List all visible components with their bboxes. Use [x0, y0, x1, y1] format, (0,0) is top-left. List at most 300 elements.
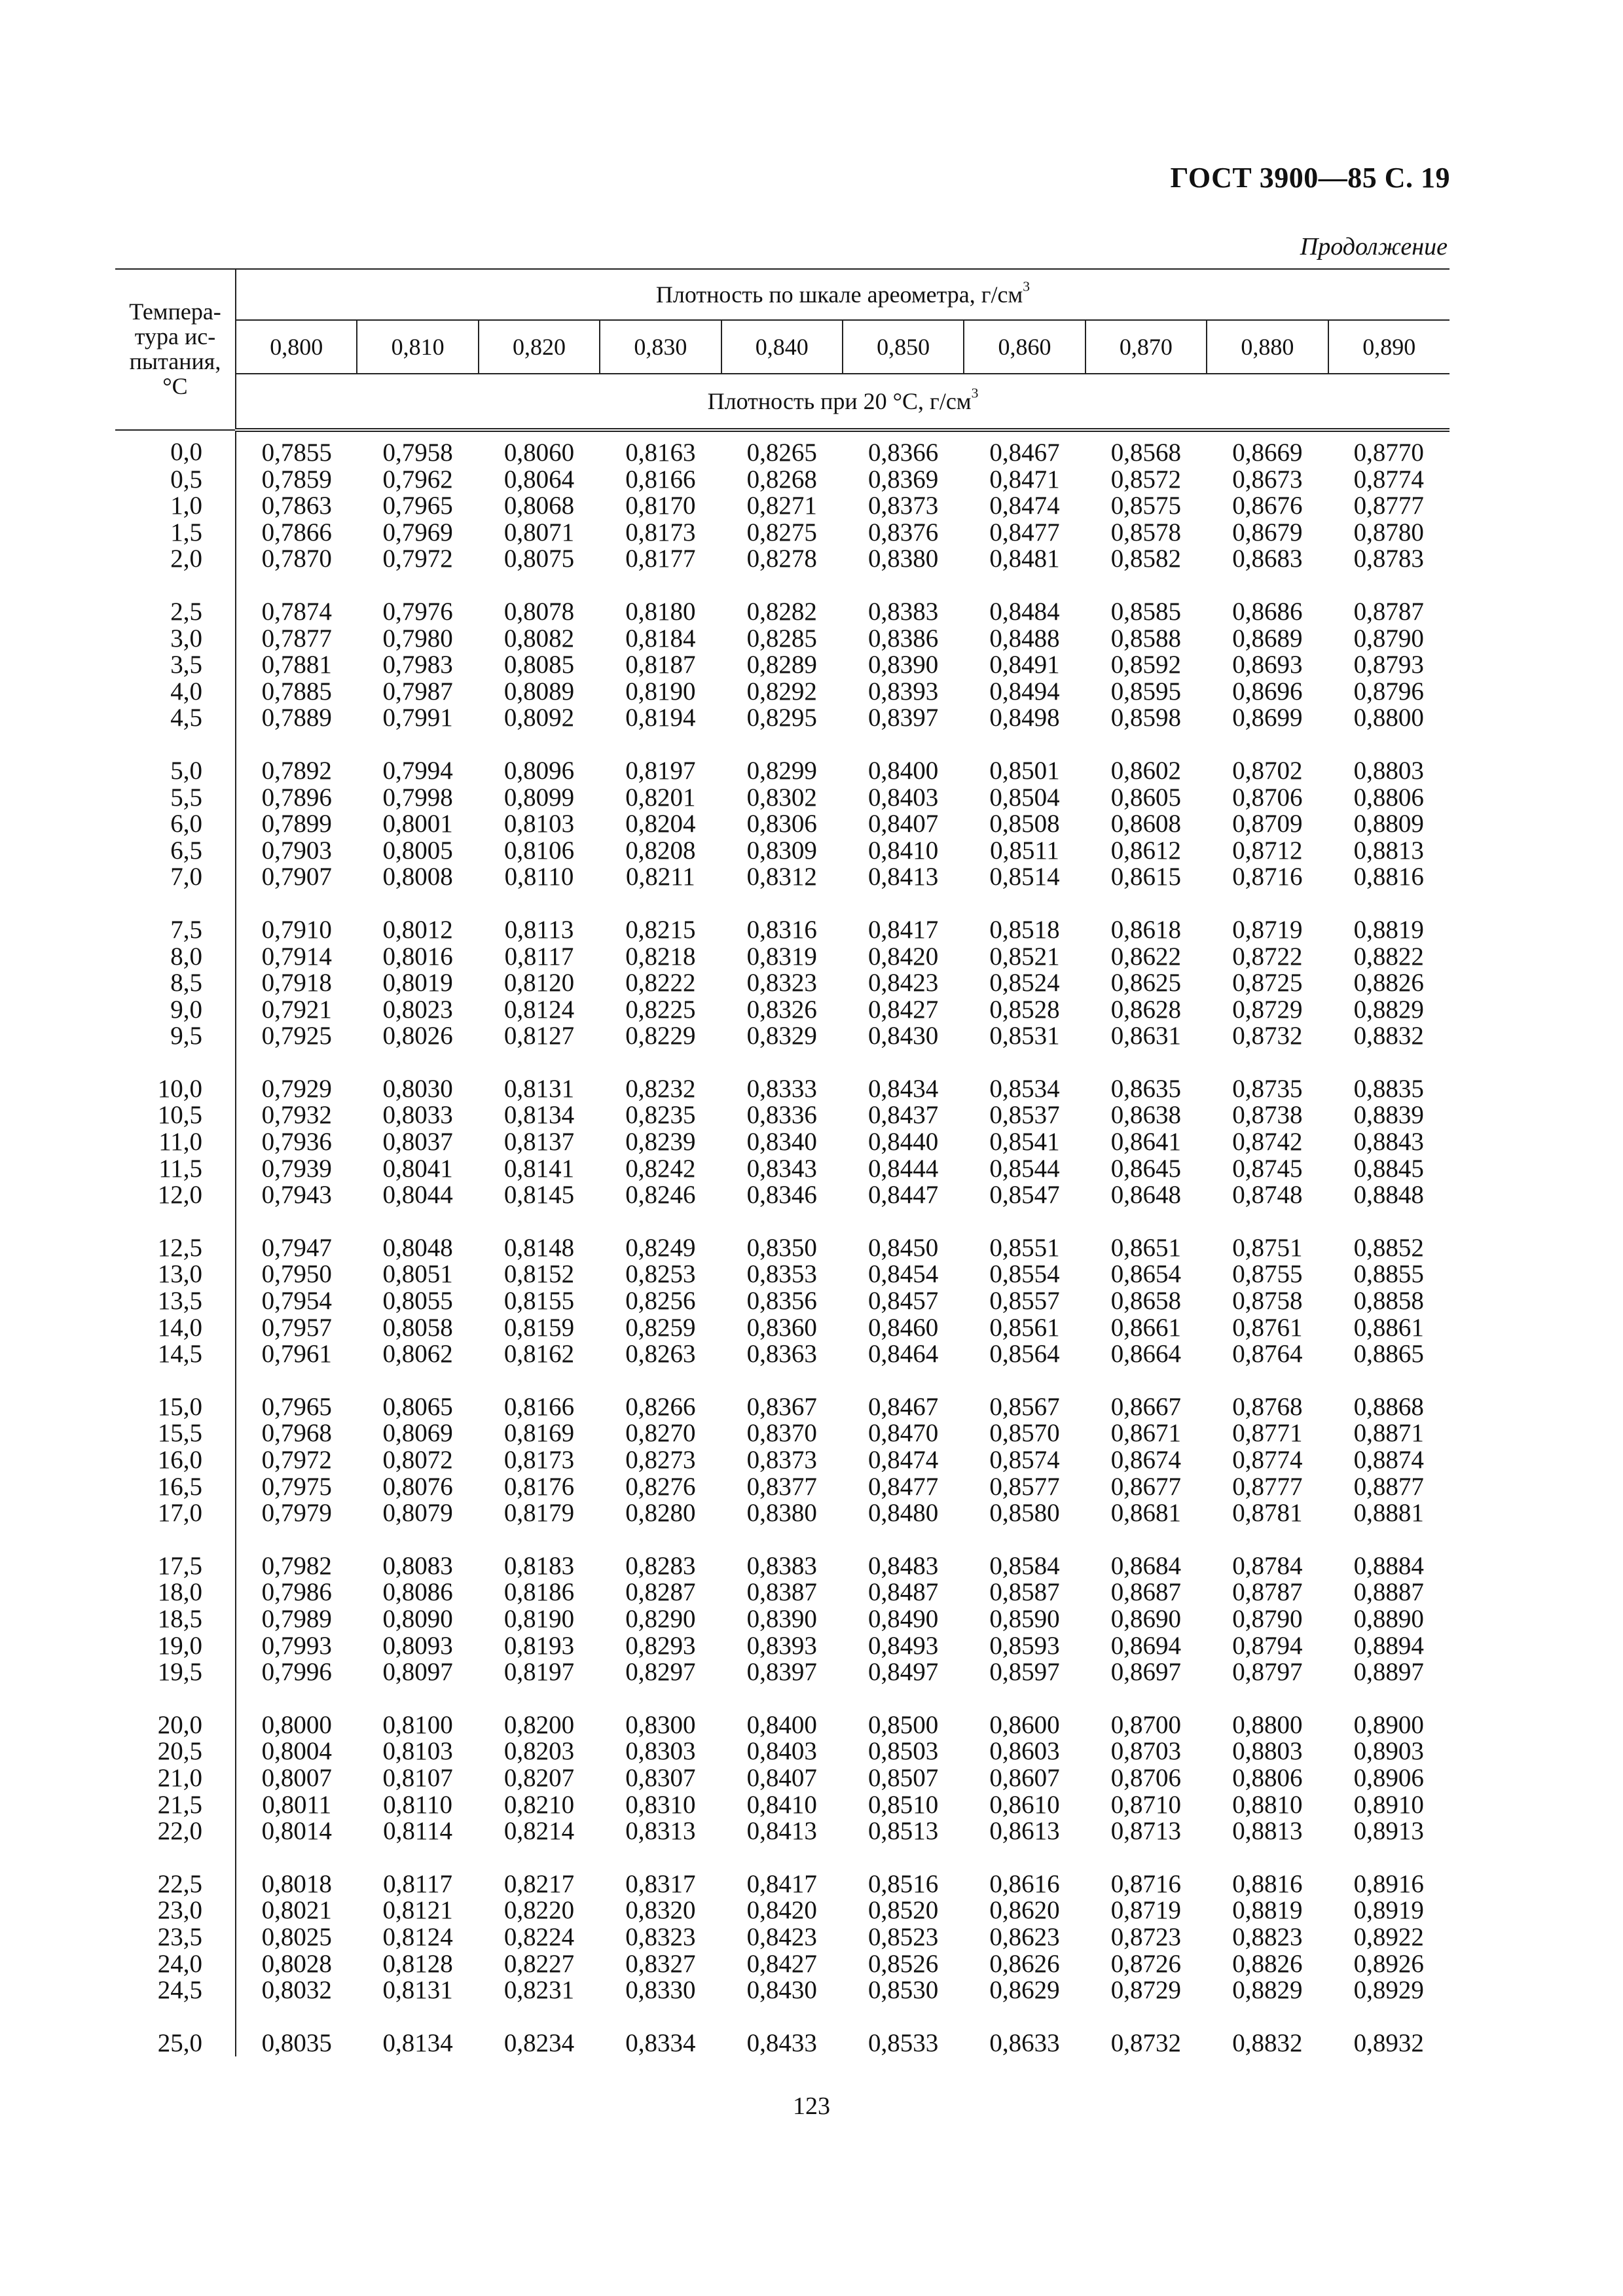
density-cell: 0,8511	[990, 836, 1059, 865]
density-cell: 0,7914	[261, 942, 332, 971]
scale-column-header: 0,850	[843, 320, 964, 374]
density-cell: 0,8207	[503, 1763, 575, 1792]
temperature-cell: 19,0	[115, 1633, 236, 1660]
table-row	[115, 679, 1450, 706]
density-cell: 0,8613	[989, 1817, 1060, 1846]
density-cell: 0,8312	[746, 863, 817, 891]
density-cell: 0,8577	[989, 1472, 1060, 1501]
density-cell: 0,8278	[746, 545, 817, 573]
density-cell: 0,8407	[746, 1763, 817, 1792]
density-cell: 0,8504	[989, 783, 1060, 812]
density-cell: 0,8028	[261, 1949, 332, 1978]
group-spacer	[115, 1845, 1450, 1871]
density-cell: 0,8654	[1110, 1260, 1182, 1289]
density-cell: 0,8607	[989, 1763, 1060, 1792]
temperature-cell: 15,5	[115, 1420, 236, 1447]
table-row	[115, 1235, 1450, 1262]
density-cell: 0,8336	[746, 1101, 817, 1130]
temperature-cell: 13,0	[115, 1261, 236, 1288]
density-cell: 0,8079	[382, 1499, 453, 1528]
density-cell: 0,8861	[1353, 1313, 1424, 1342]
density-cell: 0,8681	[1110, 1499, 1182, 1528]
table-body	[115, 430, 1450, 2056]
density-cell: 0,8030	[382, 1074, 453, 1103]
density-cell: 0,8263	[625, 1340, 696, 1369]
density-cell: 0,8725	[1232, 969, 1303, 997]
density-cell: 0,8032	[261, 1976, 332, 2005]
density-cell: 0,8276	[625, 1472, 696, 1501]
density-cell: 0,8353	[746, 1260, 817, 1289]
density-cell: 0,8781	[1232, 1499, 1303, 1528]
density-cell: 0,8803	[1353, 756, 1424, 785]
density-cell: 0,8464	[868, 1340, 939, 1369]
density-cell: 0,8470	[868, 1419, 939, 1448]
density-cell: 0,8323	[625, 1922, 696, 1951]
density-cell: 0,8700	[1110, 1710, 1182, 1739]
density-cell: 0,8310	[625, 1790, 696, 1819]
density-cell: 0,7989	[261, 1604, 332, 1633]
density-cell: 0,8110	[383, 1790, 452, 1819]
density-cell: 0,8173	[625, 518, 696, 547]
density-cell: 0,8919	[1353, 1896, 1424, 1925]
density-cell: 0,8813	[1232, 1817, 1303, 1846]
density-cell: 0,7929	[261, 1074, 332, 1103]
table-row	[115, 1394, 1450, 1421]
density-cell: 0,8803	[1232, 1737, 1303, 1766]
temperature-cell: 9,0	[115, 997, 236, 1024]
table-row	[115, 626, 1450, 653]
temperature-cell: 11,0	[115, 1129, 236, 1156]
table-row	[115, 493, 1450, 520]
density-cell: 0,8620	[989, 1896, 1060, 1925]
density-cell: 0,8083	[382, 1551, 453, 1580]
density-cell: 0,8477	[989, 518, 1060, 547]
density-cell: 0,8387	[746, 1578, 817, 1607]
density-cell: 0,7961	[261, 1340, 332, 1369]
density-cell: 0,8380	[746, 1499, 817, 1528]
density-cell: 0,8702	[1232, 756, 1303, 785]
table-row	[115, 1924, 1450, 1951]
density-cell: 0,8635	[1110, 1074, 1182, 1103]
density-cell: 0,8761	[1232, 1313, 1303, 1342]
density-cell: 0,8881	[1353, 1499, 1424, 1528]
density-cell: 0,8722	[1232, 942, 1303, 971]
scale-column-header: 0,810	[357, 320, 478, 374]
density-cell: 0,8253	[625, 1260, 696, 1289]
density-cell: 0,8544	[989, 1154, 1060, 1183]
scale-column-header: 0,870	[1085, 320, 1207, 374]
density-cell: 0,8693	[1232, 651, 1303, 679]
density-cell: 0,8832	[1353, 1022, 1424, 1050]
density-cell: 0,7939	[261, 1154, 332, 1183]
density-cell: 0,8887	[1353, 1578, 1424, 1607]
density-cell: 0,8823	[1232, 1922, 1303, 1951]
density-cell: 0,8491	[989, 651, 1060, 679]
density-cell: 0,8376	[868, 518, 939, 547]
density-cell: 0,8516	[868, 1869, 939, 1898]
density-cell: 0,8190	[503, 1604, 575, 1633]
density-cell: 0,8268	[746, 465, 817, 493]
density-cell: 0,8117	[504, 942, 574, 971]
temperature-column-header: Темпера-тура ис-пытания, °С	[115, 269, 236, 430]
group-spacer	[115, 1686, 1450, 1712]
table-row	[115, 1288, 1450, 1315]
density-cell: 0,8427	[746, 1949, 817, 1978]
density-cell: 0,8293	[625, 1631, 696, 1660]
density-cell: 0,8035	[261, 2028, 332, 2057]
density-cell: 0,8197	[625, 756, 696, 785]
density-cell: 0,8117	[383, 1869, 452, 1898]
density-cell: 0,7986	[261, 1578, 332, 1607]
density-cell: 0,8018	[261, 1869, 332, 1898]
density-cell: 0,8638	[1110, 1101, 1182, 1130]
density-cell: 0,7965	[261, 1392, 332, 1421]
density-cell: 0,8813	[1353, 836, 1424, 865]
density-cell: 0,8913	[1353, 1817, 1424, 1846]
density-20c-header-text: Плотность при 20 °С, г/см	[707, 388, 972, 414]
density-cell: 0,7962	[382, 465, 453, 493]
density-cell: 0,8393	[746, 1631, 817, 1660]
density-cell: 0,8826	[1353, 969, 1424, 997]
density-cell: 0,8085	[503, 651, 575, 679]
density-cell: 0,8400	[746, 1710, 817, 1739]
density-cell: 0,8574	[989, 1446, 1060, 1474]
density-cell: 0,8868	[1353, 1392, 1424, 1421]
density-cell: 0,8214	[503, 1817, 575, 1846]
table-row	[115, 1951, 1450, 1978]
density-20c-header	[236, 374, 1450, 430]
density-cell: 0,7866	[261, 518, 332, 547]
density-cell: 0,8340	[746, 1128, 817, 1157]
density-cell: 0,8829	[1232, 1976, 1303, 2005]
density-cell: 0,8816	[1232, 1869, 1303, 1898]
density-cell: 0,8784	[1232, 1551, 1303, 1580]
density-cell: 0,8300	[625, 1710, 696, 1739]
density-cell: 0,8671	[1110, 1419, 1182, 1448]
temperature-cell: 6,5	[115, 838, 236, 865]
density-cell: 0,8229	[625, 1022, 696, 1050]
density-cell: 0,8537	[989, 1101, 1060, 1130]
density-cell: 0,8417	[746, 1869, 817, 1898]
density-cell: 0,8626	[989, 1949, 1060, 1978]
density-cell: 0,8800	[1232, 1710, 1303, 1739]
temperature-cell: 21,0	[115, 1765, 236, 1792]
density-cell: 0,8531	[989, 1022, 1060, 1050]
density-cell: 0,8210	[503, 1790, 575, 1819]
density-cell: 0,8239	[625, 1128, 696, 1157]
density-cell: 0,8474	[868, 1446, 939, 1474]
density-cell: 0,8460	[868, 1313, 939, 1342]
density-cell: 0,7972	[261, 1446, 332, 1474]
density-cell: 0,8201	[625, 783, 696, 812]
temperature-cell: 6,0	[115, 811, 236, 838]
density-cell: 0,8420	[868, 942, 939, 971]
density-cell: 0,8346	[746, 1181, 817, 1210]
density-cell: 0,8507	[868, 1763, 939, 1792]
density-cell: 0,8481	[989, 545, 1060, 573]
table-row	[115, 1315, 1450, 1342]
density-cell: 0,8249	[625, 1233, 696, 1262]
density-cell: 0,8232	[625, 1074, 696, 1103]
density-cell: 0,8710	[1110, 1790, 1182, 1819]
density-cell: 0,8217	[503, 1869, 575, 1898]
density-cell: 0,8797	[1232, 1658, 1303, 1687]
table-row	[115, 1500, 1450, 1527]
density-cell: 0,8676	[1232, 492, 1303, 520]
table-row	[115, 1606, 1450, 1633]
density-cell: 0,8832	[1232, 2028, 1303, 2057]
density-cell: 0,7983	[382, 651, 453, 679]
density-cell: 0,8932	[1353, 2028, 1424, 2057]
density-cell: 0,8855	[1353, 1260, 1424, 1289]
density-cell: 0,8099	[503, 783, 575, 812]
density-cell: 0,8703	[1110, 1737, 1182, 1766]
density-cell: 0,8623	[989, 1922, 1060, 1951]
temperature-cell: 23,0	[115, 1897, 236, 1924]
table-row	[115, 1579, 1450, 1606]
density-cell: 0,8148	[503, 1233, 575, 1262]
table-row	[115, 430, 1450, 467]
density-cell: 0,8275	[746, 518, 817, 547]
density-cell: 0,8497	[868, 1658, 939, 1687]
density-cell: 0,8477	[868, 1472, 939, 1501]
density-cell: 0,8235	[625, 1101, 696, 1130]
density-cell: 0,8222	[625, 969, 696, 997]
scale-column-header: 0,860	[964, 320, 1085, 374]
temperature-cell: 16,5	[115, 1474, 236, 1501]
table-row	[115, 599, 1450, 626]
group-spacer	[115, 891, 1450, 917]
density-cell: 0,8587	[989, 1578, 1060, 1607]
density-cell: 0,8420	[746, 1896, 817, 1925]
density-cell: 0,8524	[989, 969, 1060, 997]
density-cell: 0,8602	[1110, 756, 1182, 785]
density-cell: 0,8434	[868, 1074, 939, 1103]
temperature-cell: 3,0	[115, 626, 236, 653]
temperature-cell: 16,0	[115, 1447, 236, 1474]
scale-density-header	[236, 269, 1450, 320]
density-cell: 0,8673	[1232, 465, 1303, 493]
temperature-cell: 2,0	[115, 546, 236, 573]
density-cell: 0,8518	[989, 915, 1060, 944]
density-cell: 0,8090	[382, 1604, 453, 1633]
density-cell: 0,8197	[503, 1658, 575, 1687]
temperature-cell: 3,5	[115, 652, 236, 679]
density-cell: 0,8929	[1353, 1976, 1424, 2005]
density-cell: 0,8679	[1232, 518, 1303, 547]
density-cell: 0,7975	[261, 1472, 332, 1501]
table-row	[115, 944, 1450, 971]
density-cell: 0,8500	[868, 1710, 939, 1739]
density-cell: 0,8068	[503, 492, 575, 520]
density-cell: 0,8521	[989, 942, 1060, 971]
scale-column-header: 0,890	[1328, 320, 1450, 374]
density-cell: 0,8317	[625, 1869, 696, 1898]
density-cell: 0,8323	[746, 969, 817, 997]
density-cell: 0,8176	[503, 1472, 575, 1501]
density-cell: 0,8334	[625, 2028, 696, 2057]
temperature-cell: 11,5	[115, 1156, 236, 1183]
density-cell: 0,8128	[382, 1949, 453, 1978]
density-cell: 0,8447	[868, 1181, 939, 1210]
density-cell: 0,8595	[1110, 677, 1182, 706]
density-cell: 0,8687	[1110, 1578, 1182, 1607]
density-cell: 0,8894	[1353, 1631, 1424, 1660]
density-cell: 0,8483	[868, 1551, 939, 1580]
temperature-cell: 12,5	[115, 1235, 236, 1262]
density-cell: 0,7863	[261, 492, 332, 520]
density-cell: 0,8819	[1353, 915, 1424, 944]
density-cell: 0,8780	[1353, 518, 1424, 547]
density-cell: 0,8508	[989, 810, 1060, 838]
density-cell: 0,8745	[1232, 1154, 1303, 1183]
density-cell: 0,8071	[503, 518, 575, 547]
density-cell: 0,8097	[382, 1658, 453, 1687]
temperature-cell: 4,0	[115, 679, 236, 706]
temperature-cell: 18,0	[115, 1579, 236, 1606]
density-cell: 0,8373	[746, 1446, 817, 1474]
density-cell: 0,8410	[746, 1790, 817, 1819]
density-cell: 0,8218	[625, 942, 696, 971]
density-cell: 0,8299	[746, 756, 817, 785]
temperature-cell: 14,5	[115, 1341, 236, 1368]
density-cell: 0,7965	[382, 492, 453, 520]
density-cell: 0,8732	[1110, 2028, 1182, 2057]
density-cell: 0,8751	[1232, 1233, 1303, 1262]
density-cell: 0,8865	[1353, 1340, 1424, 1369]
density-cell: 0,8697	[1110, 1658, 1182, 1687]
density-cell: 0,8547	[989, 1181, 1060, 1210]
scale-column-header: 0,800	[236, 320, 357, 374]
density-cell: 0,8060	[503, 439, 575, 467]
density-cell: 0,8121	[382, 1896, 453, 1925]
density-cell: 0,8100	[382, 1710, 453, 1739]
density-cell: 0,8383	[868, 597, 939, 626]
density-cell: 0,8597	[989, 1658, 1060, 1687]
density-cell: 0,8810	[1232, 1790, 1303, 1819]
density-cell: 0,8903	[1353, 1737, 1424, 1766]
density-cell: 0,7899	[261, 810, 332, 838]
density-cell: 0,8572	[1110, 465, 1182, 493]
density-cell: 0,7996	[261, 1658, 332, 1687]
temperature-cell: 10,5	[115, 1102, 236, 1129]
density-cell: 0,7903	[261, 836, 332, 865]
density-cell: 0,8605	[1110, 783, 1182, 812]
density-cell: 0,8729	[1110, 1976, 1182, 2005]
density-cell: 0,8444	[868, 1154, 939, 1183]
density-cell: 0,8307	[625, 1763, 696, 1792]
density-cell: 0,8716	[1232, 863, 1303, 891]
scale-density-header-text: Плотность по шкале ареометра, г/см	[655, 281, 1023, 308]
density-cell: 0,8600	[989, 1710, 1060, 1739]
density-cell: 0,8723	[1110, 1922, 1182, 1951]
temperature-cell: 9,5	[115, 1023, 236, 1050]
density-cell: 0,8162	[503, 1340, 575, 1369]
density-cell: 0,7907	[261, 863, 332, 891]
density-cell: 0,8755	[1232, 1260, 1303, 1289]
density-cell: 0,8719	[1232, 915, 1303, 944]
density-cell: 0,8107	[382, 1763, 453, 1792]
density-cell: 0,8086	[382, 1578, 453, 1607]
table-row	[115, 811, 1450, 838]
temperature-cell: 17,0	[115, 1500, 236, 1527]
density-cell: 0,8829	[1353, 995, 1424, 1024]
density-cell: 0,8706	[1110, 1763, 1182, 1792]
density-cell: 0,8852	[1353, 1233, 1424, 1262]
density-cell: 0,8732	[1232, 1022, 1303, 1050]
density-cell: 0,7918	[261, 969, 332, 997]
density-cell: 0,8021	[261, 1896, 332, 1925]
density-cell: 0,7870	[261, 545, 332, 573]
table-row	[115, 1341, 1450, 1368]
density-cell: 0,8124	[382, 1922, 453, 1951]
density-cell: 0,8534	[989, 1074, 1060, 1103]
density-cell: 0,8592	[1110, 651, 1182, 679]
density-cell: 0,8588	[1110, 624, 1182, 653]
density-cell: 0,8225	[625, 995, 696, 1024]
density-cell: 0,8403	[868, 783, 939, 812]
density-cell: 0,8510	[868, 1790, 939, 1819]
table-row	[115, 1977, 1450, 2004]
density-cell: 0,8498	[989, 704, 1060, 732]
density-cell: 0,8044	[382, 1181, 453, 1210]
density-cell: 0,8906	[1353, 1763, 1424, 1792]
temperature-cell: 18,5	[115, 1606, 236, 1633]
density-cell: 0,8683	[1232, 545, 1303, 573]
density-cell: 0,8554	[989, 1260, 1060, 1289]
density-cell: 0,8333	[746, 1074, 817, 1103]
density-cell: 0,8593	[989, 1631, 1060, 1660]
density-cell: 0,8025	[261, 1922, 332, 1951]
density-cell: 0,8179	[503, 1499, 575, 1528]
table-row	[115, 917, 1450, 944]
density-cell: 0,8819	[1232, 1896, 1303, 1925]
density-cell: 0,8454	[868, 1260, 939, 1289]
density-cell: 0,8078	[503, 597, 575, 626]
temperature-cell: 22,5	[115, 1871, 236, 1898]
density-cell: 0,8430	[868, 1022, 939, 1050]
density-cell: 0,8363	[746, 1340, 817, 1369]
density-cell: 0,8897	[1353, 1658, 1424, 1687]
density-cell: 0,7936	[261, 1128, 332, 1157]
table-row	[115, 1156, 1450, 1183]
table-row	[115, 1102, 1450, 1129]
page-header-title: ГОСТ 3900—85 С. 19	[1170, 162, 1450, 194]
table-row	[115, 1659, 1450, 1686]
density-cell: 0,8145	[503, 1181, 575, 1210]
density-cell: 0,8065	[382, 1392, 453, 1421]
density-cell: 0,8041	[382, 1154, 453, 1183]
density-cell: 0,8557	[989, 1287, 1060, 1316]
table-row	[115, 1765, 1450, 1792]
density-cell: 0,8764	[1232, 1340, 1303, 1369]
density-cell: 0,8280	[625, 1499, 696, 1528]
density-cell: 0,7976	[382, 597, 453, 626]
density-cell: 0,7896	[261, 783, 332, 812]
density-cell: 0,8075	[503, 545, 575, 573]
density-cell: 0,8127	[503, 1022, 575, 1050]
density-cell: 0,8124	[503, 995, 575, 1024]
density-cell: 0,8397	[746, 1658, 817, 1687]
density-cell: 0,8528	[989, 995, 1060, 1024]
density-cell: 0,8729	[1232, 995, 1303, 1024]
density-cell: 0,8019	[382, 969, 453, 997]
table-row	[115, 1023, 1450, 1050]
group-spacer	[115, 1050, 1450, 1076]
density-cell: 0,8501	[989, 756, 1060, 785]
table-row	[115, 2030, 1450, 2057]
density-cell: 0,8297	[625, 1658, 696, 1687]
